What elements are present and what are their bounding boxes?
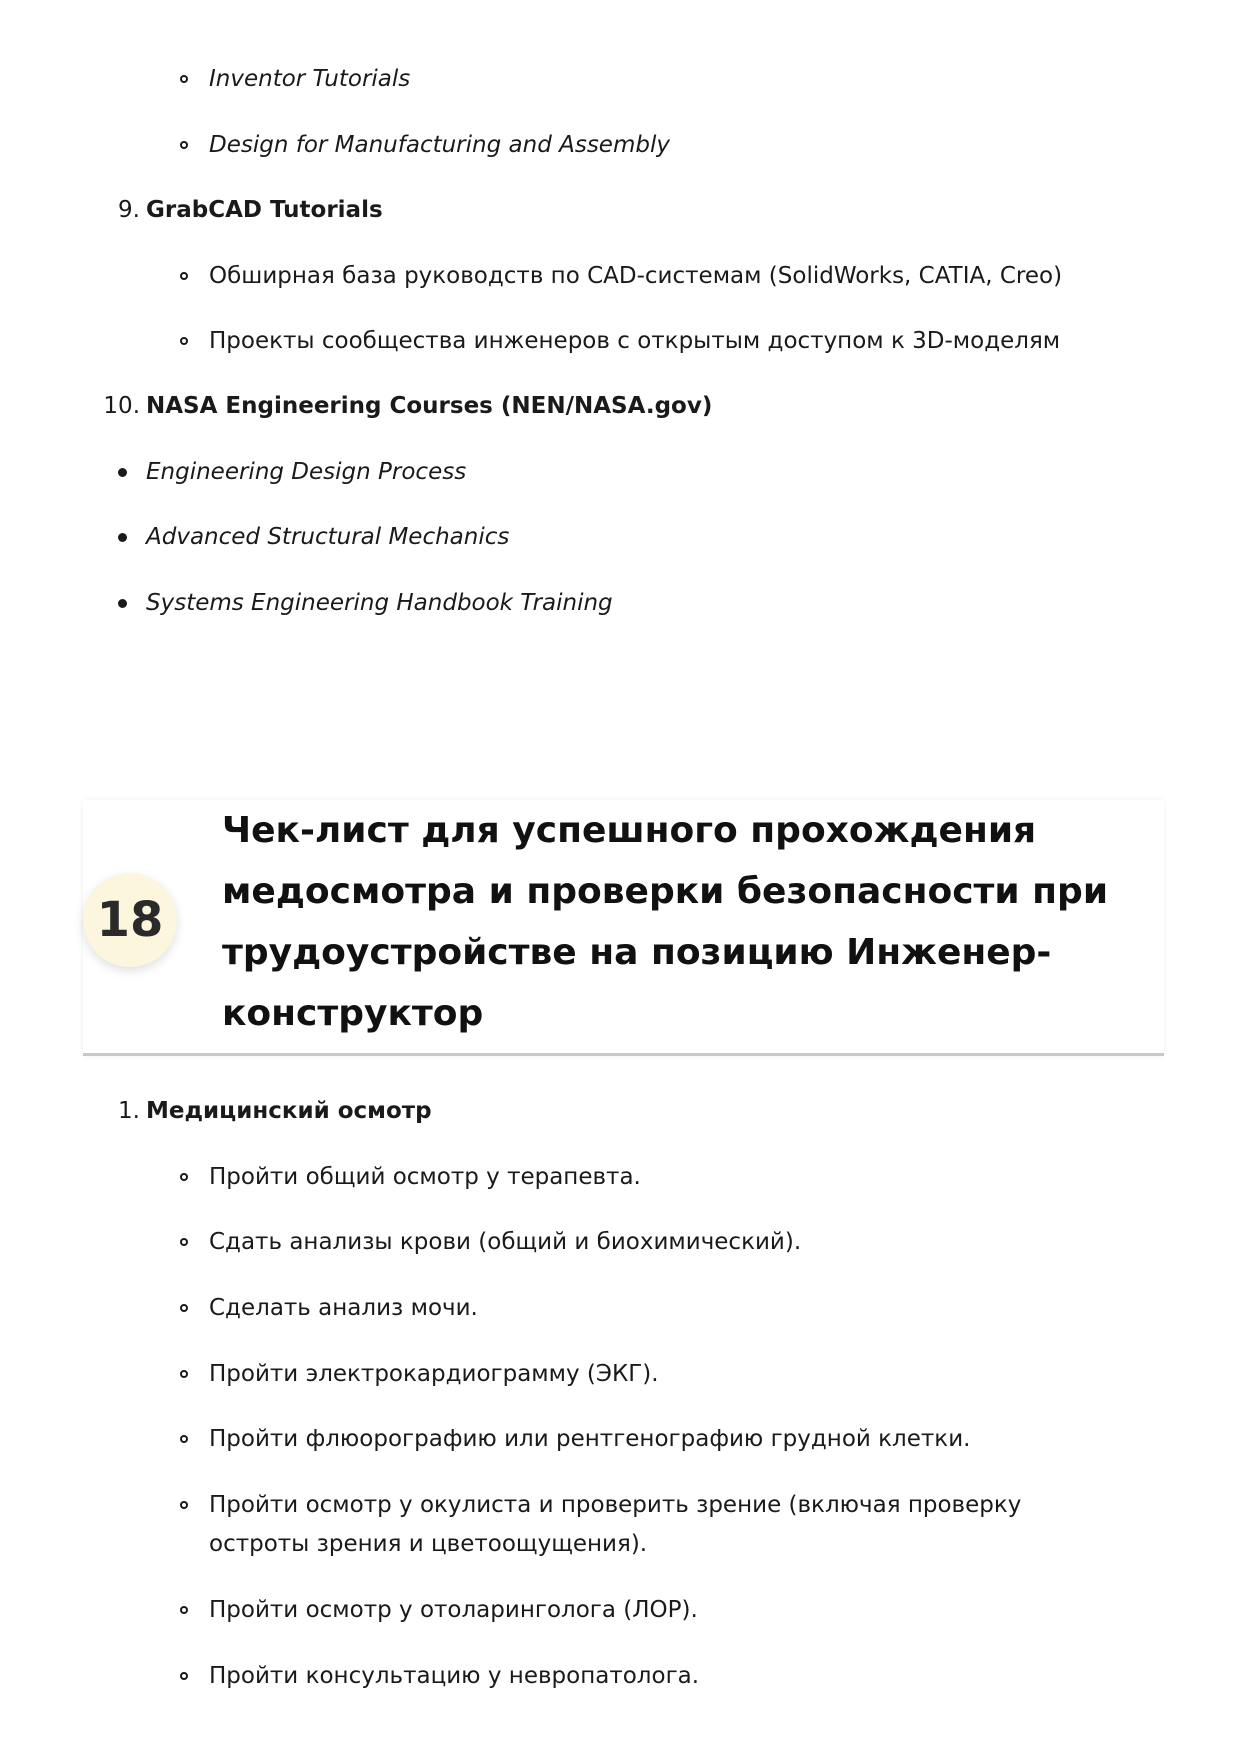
sublist-bullet-icon [180,1370,188,1378]
section-title: Чек-лист для успешного прохождения медосмотра и проверки безопасности при трудоустройстве на позицию Инженер-конструктор [222,810,1109,1034]
checklist-item: Пройти осмотр у отоларинголога (ЛОР). [209,1597,698,1623]
checklist-item: Пройти общий осмотр у терапевта. [209,1164,641,1190]
list-item-title: GrabCAD Tutorials [146,197,383,223]
checklist-item: Пройти электрокардиограмму (ЭКГ). [209,1361,659,1387]
sublist-bullet-icon [180,1238,188,1246]
bullet-item: Systems Engineering Handbook Training [146,590,613,616]
sublist-item: Обширная база руководств по CAD-системам (SolidWorks, CATIA, Creo) [209,263,1063,289]
bullet-icon [118,533,127,542]
sublist-item: Design for Manufacturing and Assembly [209,132,670,158]
checklist-item: Пройти консультацию у невропатолога. [209,1663,700,1689]
sublist-bullet-icon [180,1672,188,1680]
list-number: 1. [118,1098,140,1124]
sublist-item: Проекты сообщества инженеров с открытым доступом к 3D-моделям [209,328,1061,354]
bullet-item: Advanced Structural Mechanics [146,524,510,550]
checklist-item: Пройти флюорографию или рентгенографию грудной клетки. [209,1426,971,1452]
list-number: 10. [103,393,140,419]
sublist-bullet-icon [180,1501,188,1509]
bullet-icon [118,468,127,477]
checklist-item: Пройти осмотр у окулиста и проверить зрение (включая проверку остроты зрения и цветоощущения). [209,1492,1022,1557]
list-item-title: Медицинский осмотр [146,1098,432,1124]
sublist-item: Inventor Tutorials [209,66,411,92]
sublist-bullet-icon [180,272,188,280]
bullet-item: Engineering Design Process [146,459,467,485]
sublist-bullet-icon [180,141,188,149]
checklist-item: Сделать анализ мочи. [209,1295,478,1321]
sublist-bullet-icon [180,75,188,83]
section-number-badge: 18 [83,873,177,967]
list-item-title: NASA Engineering Courses (NEN/NASA.gov) [146,393,713,419]
sublist-bullet-icon [180,1606,188,1614]
sublist-bullet-icon [180,1173,188,1181]
sublist-bullet-icon [180,1435,188,1443]
bullet-icon [118,599,127,608]
sublist-bullet-icon [180,1304,188,1312]
list-number: 9. [118,197,140,223]
checklist-item: Сдать анализы крови (общий и биохимический). [209,1229,802,1255]
sublist-bullet-icon [180,337,188,345]
